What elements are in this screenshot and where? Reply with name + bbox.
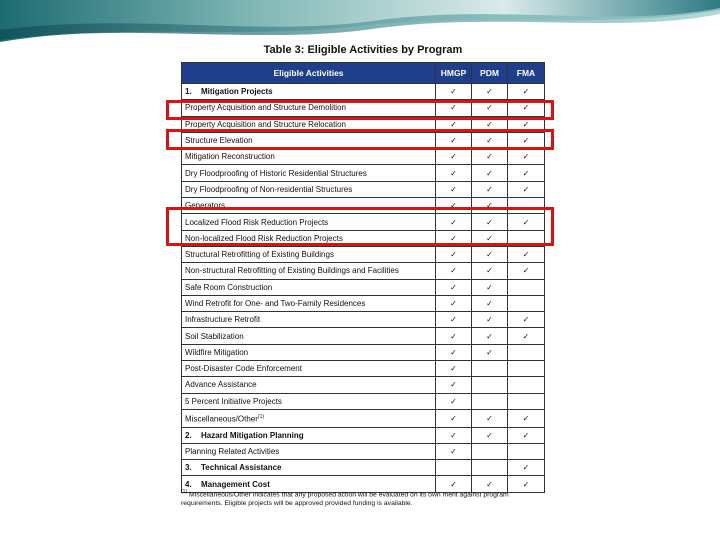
fma-check-cell xyxy=(508,295,545,311)
pdm-check-cell xyxy=(472,312,508,328)
activity-label: Miscellaneous/Other xyxy=(185,414,258,424)
activity-label: Generators xyxy=(185,201,226,211)
checkmark-icon: ✓ xyxy=(450,103,457,113)
activity-cell xyxy=(182,279,436,295)
checkmark-icon: ✓ xyxy=(486,184,493,194)
fma-check-cell xyxy=(508,165,545,181)
footnote xyxy=(181,488,551,508)
pdm-check-cell xyxy=(472,427,508,443)
section-number: 2. xyxy=(185,430,192,440)
checkmark-icon: ✓ xyxy=(450,201,457,211)
checkmark-icon: ✓ xyxy=(486,119,493,129)
pdm-check-cell xyxy=(472,246,508,262)
activity-cell xyxy=(182,361,436,377)
checkmark-icon: ✓ xyxy=(450,168,457,178)
table-header-row xyxy=(182,63,545,84)
hmgp-check-cell xyxy=(436,361,472,377)
fma-check-cell xyxy=(508,84,545,100)
checkmark-icon: ✓ xyxy=(486,413,493,423)
hmgp-check-cell xyxy=(436,409,472,427)
checkmark-icon: ✓ xyxy=(522,266,530,276)
fma-check-cell xyxy=(508,279,545,295)
pdm-check-cell xyxy=(472,279,508,295)
checkmark-icon: ✓ xyxy=(450,331,457,341)
activity-label: Hazard Mitigation Planning xyxy=(201,430,304,440)
fma-check-cell xyxy=(508,427,545,443)
checkmark-icon: ✓ xyxy=(450,447,457,457)
activity-label: Mitigation Reconstruction xyxy=(185,152,275,162)
hmgp-check-cell xyxy=(436,344,472,360)
pdm-check-cell xyxy=(472,295,508,311)
section-row xyxy=(182,460,545,476)
checkmark-icon: ✓ xyxy=(522,331,530,341)
pdm-check-cell xyxy=(472,328,508,344)
fma-check-cell xyxy=(508,246,545,262)
activity-row xyxy=(182,344,545,360)
checkmark-icon: ✓ xyxy=(486,217,493,227)
activity-label: Advance Assistance xyxy=(185,380,257,390)
checkmark-icon: ✓ xyxy=(486,299,493,308)
checkmark-icon: ✓ xyxy=(522,479,530,489)
checkmark-icon: ✓ xyxy=(450,233,457,243)
activity-cell xyxy=(182,377,436,393)
checkmark-icon: ✓ xyxy=(486,201,493,211)
checkmark-icon: ✓ xyxy=(450,136,457,146)
activity-row xyxy=(182,443,545,459)
activity-cell xyxy=(182,246,436,262)
activity-row xyxy=(182,246,545,262)
highlight-box-acquisition-demolition xyxy=(166,100,554,120)
pdm-check-cell xyxy=(472,149,508,165)
fma-check-cell xyxy=(508,312,545,328)
checkmark-icon: ✓ xyxy=(450,266,457,276)
checkmark-icon: ✓ xyxy=(486,266,493,276)
hmgp-check-cell xyxy=(436,328,472,344)
fma-check-cell xyxy=(508,344,545,360)
activity-row xyxy=(182,181,545,197)
pdm-check-cell xyxy=(472,377,508,393)
hmgp-check-cell xyxy=(436,84,472,100)
activity-label: Mitigation Projects xyxy=(201,87,273,97)
activity-cell xyxy=(182,443,436,459)
pdm-check-cell xyxy=(472,165,508,181)
activity-row xyxy=(182,393,545,409)
checkmark-icon: ✓ xyxy=(450,479,457,489)
hmgp-check-cell xyxy=(436,295,472,311)
activity-label: Dry Floodproofing of Historic Residential Structures xyxy=(185,168,367,178)
footnote-text: Miscellaneous/Other indicates that any proposed action will be evaluated on its own merit against program requirements. Eligible projects will be approved provided funding is available. xyxy=(181,491,509,508)
checkmark-icon: ✓ xyxy=(486,87,493,97)
fma-check-cell xyxy=(508,443,545,459)
section-row xyxy=(182,84,545,100)
pdm-check-cell xyxy=(472,263,508,279)
activity-cell xyxy=(182,312,436,328)
activity-label: Property Acquisition and Structure Demolition xyxy=(185,103,346,113)
checkmark-icon: ✓ xyxy=(450,396,457,406)
activity-cell xyxy=(182,393,436,409)
activity-label: 5 Percent Initiative Projects xyxy=(185,396,282,406)
fma-check-cell xyxy=(508,409,545,427)
checkmark-icon: ✓ xyxy=(486,168,493,178)
checkmark-icon: ✓ xyxy=(486,479,493,489)
activity-cell xyxy=(182,165,436,181)
checkmark-icon: ✓ xyxy=(450,430,457,440)
hmgp-check-cell xyxy=(436,312,472,328)
activity-cell xyxy=(182,460,436,476)
checkmark-icon: ✓ xyxy=(522,103,530,113)
activity-row xyxy=(182,295,545,311)
pdm-check-cell xyxy=(472,443,508,459)
eligible-activities-table xyxy=(181,62,545,493)
table-title: Table 3: Eligible Activities by Program xyxy=(263,44,463,56)
activity-label: Property Acquisition and Structure Relocation xyxy=(185,119,346,129)
checkmark-icon: ✓ xyxy=(450,184,457,194)
activity-label: Infrastructure Retrofit xyxy=(185,315,261,325)
hmgp-check-cell xyxy=(436,377,472,393)
checkmark-icon: ✓ xyxy=(522,413,530,423)
fma-check-cell xyxy=(508,361,545,377)
checkmark-icon: ✓ xyxy=(486,347,493,357)
activity-cell xyxy=(182,181,436,197)
hmgp-check-cell xyxy=(436,263,472,279)
pdm-check-cell xyxy=(472,344,508,360)
activity-label: Soil Stabilization xyxy=(185,331,244,341)
activity-row xyxy=(182,165,545,181)
fma-check-cell xyxy=(508,460,545,476)
activity-label: Post-Disaster Code Enforcement xyxy=(185,364,302,374)
section-row xyxy=(182,427,545,443)
checkmark-icon: ✓ xyxy=(522,119,530,129)
activity-label: Structure Elevation xyxy=(185,136,253,146)
fma-check-cell xyxy=(508,263,545,279)
activity-label: Planning Related Activities xyxy=(185,447,280,457)
hmgp-check-cell xyxy=(436,443,472,459)
highlight-box-flood-risk-reduction xyxy=(166,207,554,246)
checkmark-icon: ✓ xyxy=(522,136,530,146)
pdm-check-cell xyxy=(472,84,508,100)
pdm-check-cell xyxy=(472,393,508,409)
footnote-marker: (1) xyxy=(181,489,188,495)
activity-label: Wildfire Mitigation xyxy=(185,347,249,357)
activity-label: Dry Floodproofing of Non-residential Structures xyxy=(185,184,353,194)
checkmark-icon: ✓ xyxy=(450,217,457,227)
checkmark-icon: ✓ xyxy=(450,87,457,97)
pdm-check-cell xyxy=(472,460,508,476)
activity-row xyxy=(182,361,545,377)
checkmark-icon: ✓ xyxy=(522,250,530,260)
hmgp-check-cell xyxy=(436,181,472,197)
hmgp-check-cell xyxy=(436,460,472,476)
checkmark-icon: ✓ xyxy=(522,463,530,473)
checkmark-icon: ✓ xyxy=(450,250,457,260)
fma-check-cell xyxy=(508,181,545,197)
activity-label: Structural Retrofitting of Existing Buildings xyxy=(185,250,334,260)
checkmark-icon: ✓ xyxy=(450,315,457,325)
section-number: 1. xyxy=(185,87,192,97)
activity-cell xyxy=(182,427,436,443)
pdm-check-cell xyxy=(472,409,508,427)
hmgp-check-cell xyxy=(436,246,472,262)
hmgp-check-cell xyxy=(436,149,472,165)
checkmark-icon: ✓ xyxy=(450,119,457,129)
checkmark-icon: ✓ xyxy=(522,184,530,194)
checkmark-icon: ✓ xyxy=(450,364,457,374)
checkmark-icon: ✓ xyxy=(450,380,457,390)
activity-cell xyxy=(182,295,436,311)
activity-cell xyxy=(182,344,436,360)
hmgp-check-cell xyxy=(436,393,472,409)
hmgp-check-cell xyxy=(436,165,472,181)
section-number: 3. xyxy=(185,463,192,473)
activity-row xyxy=(182,377,545,393)
checkmark-icon: ✓ xyxy=(486,152,493,162)
activity-row xyxy=(182,279,545,295)
checkmark-icon: ✓ xyxy=(522,315,530,325)
activity-row xyxy=(182,312,545,328)
col-header-pdm: PDM xyxy=(472,63,508,84)
checkmark-icon: ✓ xyxy=(486,136,493,146)
checkmark-icon: ✓ xyxy=(522,152,530,162)
footnote-ref: (1) xyxy=(257,413,265,420)
pdm-check-cell xyxy=(472,361,508,377)
activity-row xyxy=(182,149,545,165)
activity-row xyxy=(182,409,545,427)
activity-label: Technical Assistance xyxy=(201,463,282,473)
highlight-box-structure-elevation xyxy=(166,129,554,150)
fma-check-cell xyxy=(508,393,545,409)
pdm-check-cell xyxy=(472,181,508,197)
checkmark-icon: ✓ xyxy=(486,430,493,440)
activity-cell xyxy=(182,263,436,279)
activity-row xyxy=(182,328,545,344)
hmgp-check-cell xyxy=(436,427,472,443)
col-header-fma: FMA xyxy=(508,63,545,84)
section-number: 4. xyxy=(185,479,192,489)
activity-cell xyxy=(182,328,436,344)
activity-label: Wind Retrofit for One- and Two-Family Residences xyxy=(185,299,366,308)
checkmark-icon: ✓ xyxy=(450,413,457,423)
activity-cell xyxy=(182,149,436,165)
activity-label: Non-localized Flood Risk Reduction Projects xyxy=(185,233,343,243)
checkmark-icon: ✓ xyxy=(486,315,493,325)
activity-row xyxy=(182,263,545,279)
checkmark-icon: ✓ xyxy=(522,430,530,440)
hmgp-check-cell xyxy=(436,279,472,295)
col-header-activities: Eligible Activities xyxy=(182,63,436,84)
activity-label: Management Cost xyxy=(201,479,270,489)
checkmark-icon: ✓ xyxy=(486,331,493,341)
activity-label: Safe Room Construction xyxy=(185,282,273,292)
checkmark-icon: ✓ xyxy=(486,282,493,292)
checkmark-icon: ✓ xyxy=(486,103,493,113)
checkmark-icon: ✓ xyxy=(522,87,530,97)
activity-label: Non-structural Retrofitting of Existing Buildings and Facilities xyxy=(185,266,399,276)
checkmark-icon: ✓ xyxy=(486,233,493,243)
checkmark-icon: ✓ xyxy=(450,347,457,357)
activity-cell xyxy=(182,409,436,427)
checkmark-icon: ✓ xyxy=(522,168,530,178)
checkmark-icon: ✓ xyxy=(522,217,530,227)
activity-label: Localized Flood Risk Reduction Projects xyxy=(185,217,329,227)
fma-check-cell xyxy=(508,377,545,393)
checkmark-icon: ✓ xyxy=(450,299,457,308)
fma-check-cell xyxy=(508,149,545,165)
checkmark-icon: ✓ xyxy=(450,282,457,292)
checkmark-icon: ✓ xyxy=(450,152,457,162)
col-header-hmgp: HMGP xyxy=(436,63,472,84)
activity-cell xyxy=(182,84,436,100)
checkmark-icon: ✓ xyxy=(486,250,493,260)
fma-check-cell xyxy=(508,328,545,344)
